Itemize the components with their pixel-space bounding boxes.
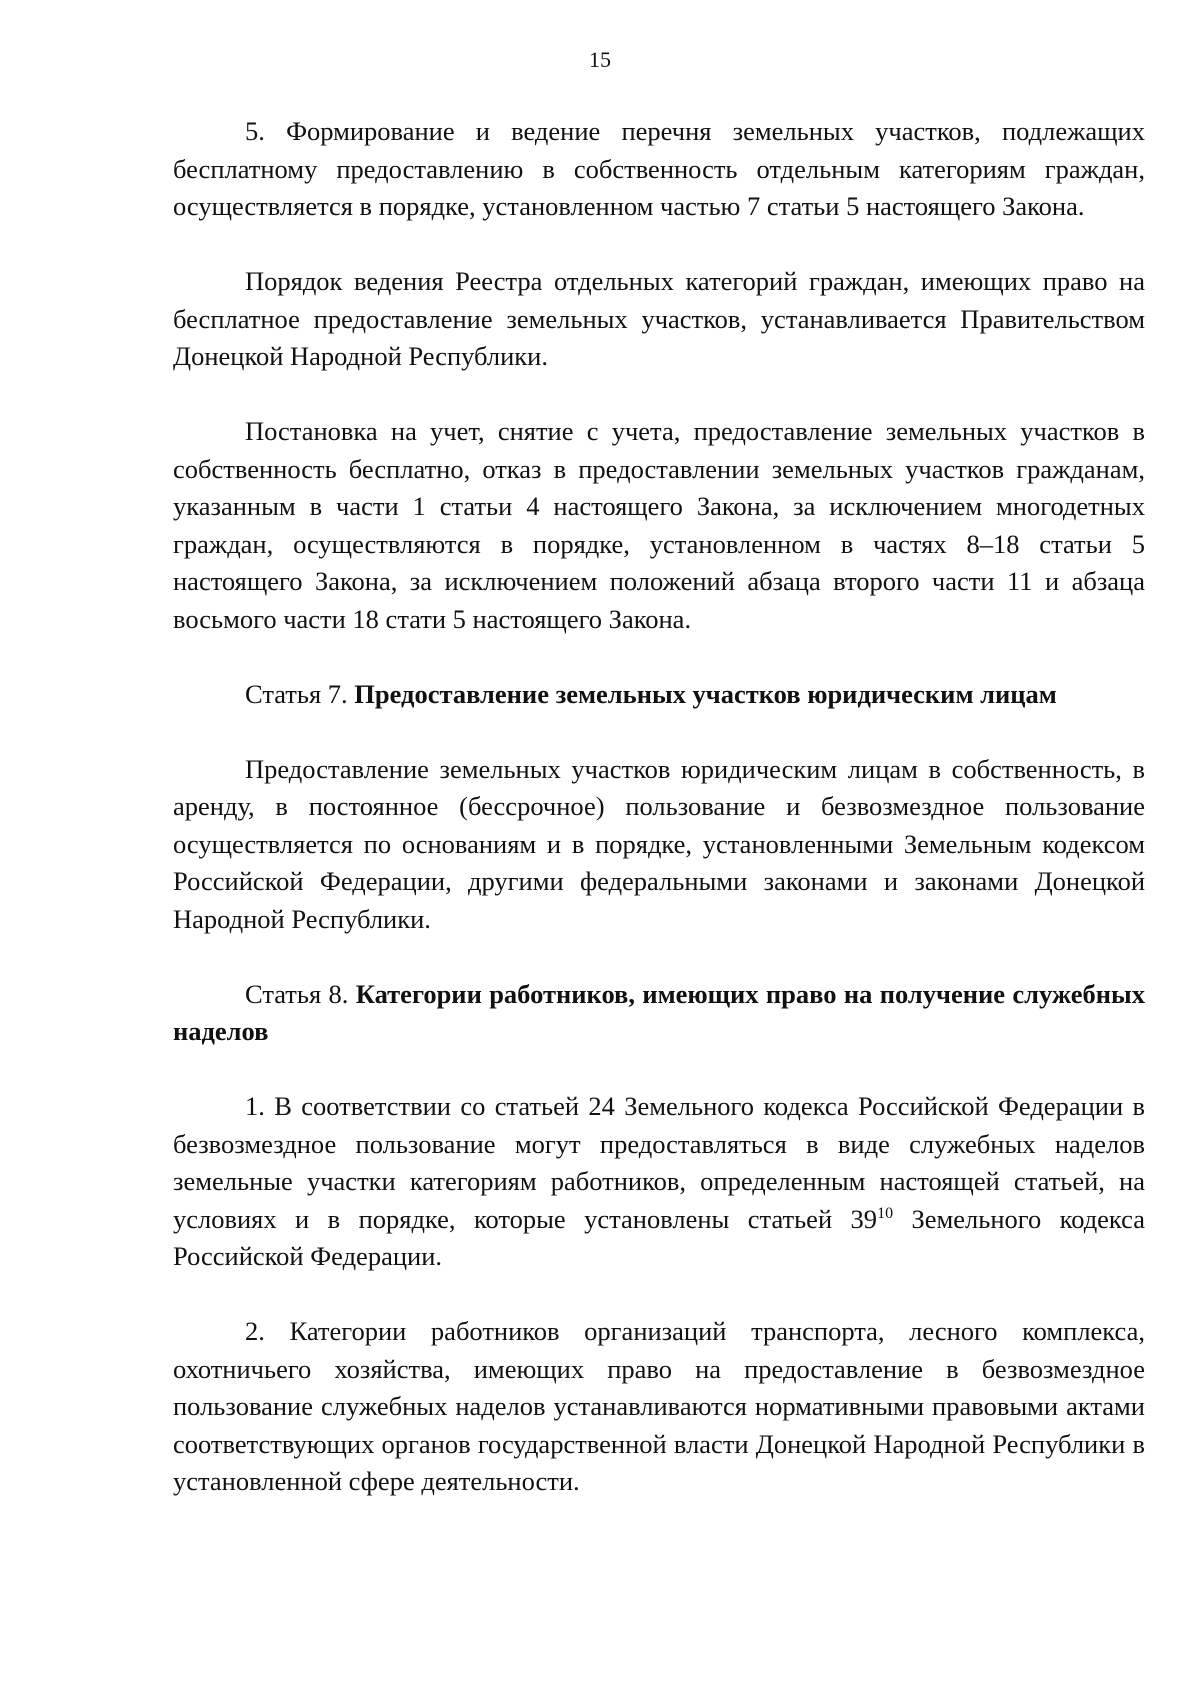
article-8-title: Категории работников, имеющих право на получение служебных наделов [173,978,1145,1046]
paragraph-registration: Постановка на учет, снятие с учета, предоставление земельных участков в собственность бесплатно, отказ в предоставлении земельных участков гражданам, указанным в части 1 статьи 4 настоящего Закона, за исключением многодетных граждан, осуществляются в порядке, установленном в частях 8–18 статьи 5 настоящего Закона, за исключением положений абзаца второго части 11 и абзаца восьмого части 18 стати 5 настоящего Закона. [173,416,1145,634]
article-7-text: Предоставление земельных участков юридическим лицам в собственность, в аренду, в постоянное (бессрочное) пользование и безвозмездное пользование осуществляется по основаниям и в порядке, установленными Земельным кодексом Российской Федерации, другими федеральными законами и законами Донецкой Народной Республики. [173,753,1145,934]
article-7-heading [173,676,1145,714]
article-8-p1-tail: Земельного кодекса Российской Федерации. [173,1203,1145,1271]
article-8-label: Статья 8. [245,978,356,1009]
article-8-heading [173,976,1145,1051]
article-8-paragraph-2: 2. Категории работников организаций транспорта, лесного комплекса, охотничьего хозяйства, имеющих право на предоставление в безвозмездное пользование служебных наделов устанавливаются нормативными правовыми актами соответствующих органов государственной власти Донецкой Народной Республики в установленной сфере деятельности. [173,1316,1145,1496]
article-8-p1-superscript: 10 [877,1204,894,1222]
paragraph-registry-order: Порядок ведения Реестра отдельных категорий граждан, имеющих право на бесплатное предоставление земельных участков, устанавливается Правительством Донецкой Народной Республики. [173,266,1145,371]
article-7-label: Статья 7. [245,678,355,709]
article-8-p1-text: 1. В соответствии со статьей 24 Земельного кодекса Российской Федерации в безвозмездное пользование могут предоставляться в виде служебных наделов земельные участки категориям работников, определенным настоящей статьей, на условиях и в порядке, которые установлены статьей 39 [173,1091,1145,1234]
article-8-paragraph-1 [173,1088,1145,1276]
article-7-title: Предоставление земельных участков юридическим лицам [354,678,1057,709]
paragraph-5: 5. Формирование и ведение перечня земельных участков, подлежащих бесплатному предоставлению в собственность отдельным категориям граждан, осуществляется в порядке, установленном частью 7 статьи 5 настоящего Закона. [173,116,1145,221]
document-body [173,113,1145,1538]
page-number: 15 [589,47,611,72]
